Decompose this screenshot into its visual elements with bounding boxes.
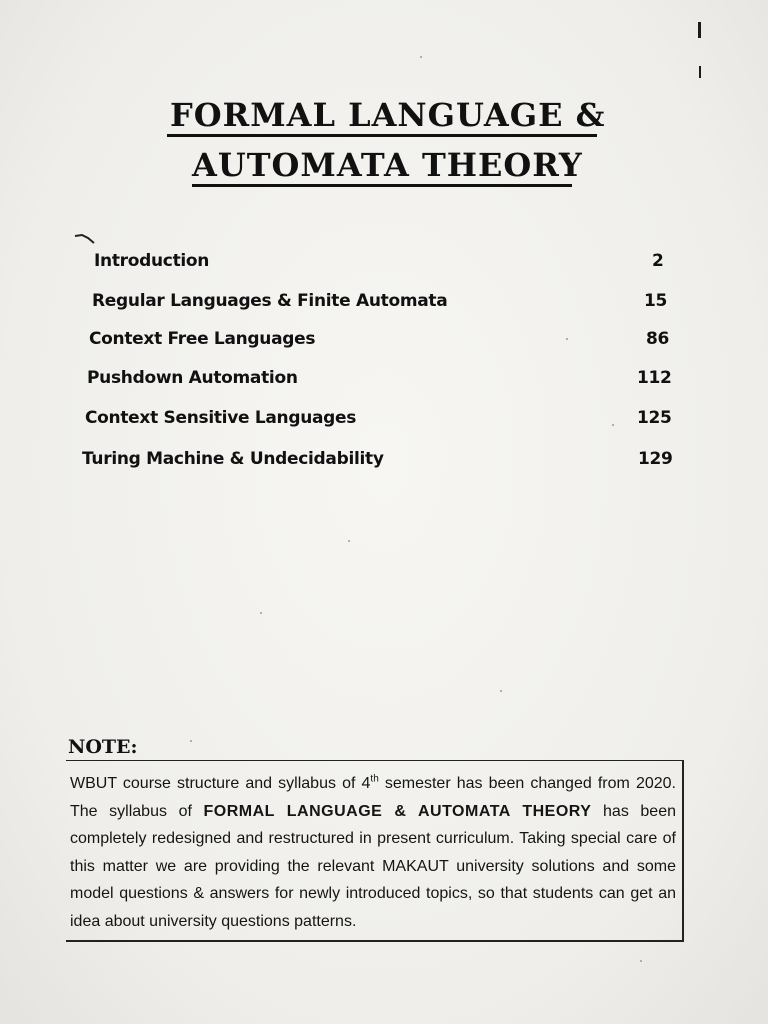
note-text: [70, 770, 676, 935]
toc-entry[interactable]: [89, 329, 670, 357]
toc-entry-title: Introduction: [94, 251, 210, 271]
toc-entry-page: 125: [637, 408, 672, 428]
note-text-middle: semester has been changed from 2020. The syllabus of: [70, 775, 676, 820]
toc-entry[interactable]: [82, 449, 673, 477]
toc-entry-page: 129: [638, 449, 673, 469]
scan-speck: [260, 612, 262, 614]
toc-entry-title: Pushdown Automation: [87, 368, 298, 388]
scan-speck: [640, 960, 642, 962]
edge-mark: [699, 66, 701, 78]
pen-tick-icon: [74, 232, 96, 244]
note-text-end: has been completely redesigned and restructured in present curriculum. Taking special care of this matter we are providing the relevant MAKAUT university solutions and some model questions & answers for newly introduced topics, so that students can get an idea about university questions patterns.: [70, 802, 677, 930]
toc-entry-title: Context Sensitive Languages: [85, 408, 357, 428]
toc-entry[interactable]: [92, 291, 666, 319]
toc-entry-title: Regular Languages & Finite Automata: [92, 291, 448, 311]
book-title-line1: FORMAL LANGUAGE &: [170, 96, 606, 134]
scan-speck: [500, 690, 502, 692]
toc-entry-page: 15: [644, 291, 668, 311]
title-underline: [167, 134, 597, 137]
toc-entry[interactable]: [85, 408, 672, 436]
note-text-start: WBUT course structure and syllabus of 4: [70, 775, 371, 792]
toc-entry-title: Context Free Languages: [89, 329, 316, 349]
book-title-line2: AUTOMATA THEORY: [192, 146, 583, 184]
toc-entry-title: Turing Machine & Undecidability: [82, 449, 384, 469]
note-subject-name: FORMAL LANGUAGE & AUTOMATA THEORY: [203, 802, 592, 820]
scan-speck: [612, 424, 614, 426]
note-heading: NOTE:: [68, 736, 138, 758]
title-underline: [192, 184, 572, 187]
toc-entry-page: 2: [652, 251, 664, 271]
toc-entry[interactable]: [87, 368, 672, 396]
scan-speck: [348, 540, 350, 542]
toc-entry-page: 86: [646, 329, 670, 349]
scan-speck: [190, 740, 192, 742]
scan-speck: [566, 338, 568, 340]
toc-entry-page: 112: [637, 368, 672, 388]
ordinal-suffix: th: [370, 773, 379, 785]
toc-entry[interactable]: [94, 251, 666, 279]
edge-mark: [698, 22, 701, 38]
scan-speck: [420, 56, 422, 58]
